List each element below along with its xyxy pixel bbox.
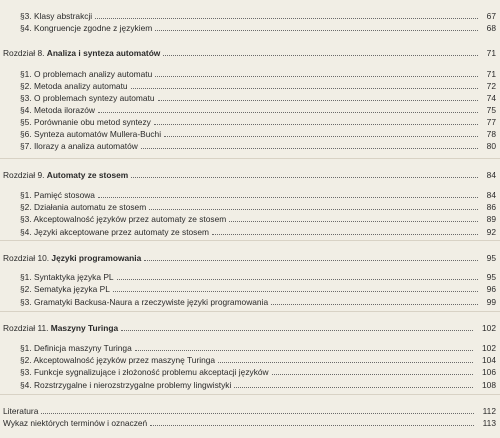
page-number: 78 (486, 129, 496, 139)
entry-label (20, 68, 154, 80)
entry-label (3, 417, 149, 429)
dot-leader (117, 279, 478, 280)
dot-leader (113, 291, 478, 292)
divider (0, 394, 500, 395)
entry-title: Definicja maszyny Turinga (33, 343, 132, 353)
dot-leader (212, 234, 478, 235)
dot-leader (218, 362, 473, 363)
entry-label (20, 342, 134, 354)
entry-title: Funkcje sygnalizujące i złożoność problemu akceptacji języków (33, 367, 269, 377)
entry-title: Synteza automatów Mullera-Buchi (33, 129, 162, 139)
entry-number: §2. (20, 202, 32, 212)
dot-leader (121, 330, 473, 331)
chapter-row (3, 169, 496, 181)
section-row (20, 92, 496, 104)
page-number: 74 (486, 93, 496, 103)
entry-number: §3. (20, 297, 32, 307)
entry-number: §1. (20, 190, 32, 200)
section-row (20, 80, 496, 92)
entry-number: §3. (20, 93, 32, 103)
entry-label (20, 22, 154, 34)
entry-title: Gramatyki Backusa-Naura a rzeczywiste języki programowania (33, 297, 269, 307)
page-number: 71 (486, 48, 496, 58)
page-number: 104 (482, 355, 496, 365)
chapter-row (3, 252, 496, 264)
entry-title: Automaty ze stosem (46, 170, 129, 180)
entry-label (3, 322, 120, 334)
section-row (20, 342, 496, 354)
section-row (20, 213, 496, 225)
entry-label (20, 92, 157, 104)
entry-title: Maszyny Turinga (50, 323, 119, 333)
page-number: 89 (486, 214, 496, 224)
entry-number: Rozdział 11. (3, 323, 49, 333)
entry-number: §3. (20, 367, 32, 377)
entry-number: §6. (20, 129, 32, 139)
entry-label (3, 47, 162, 59)
entry-title: Rozstrzygalne i nierozstrzygalne problemy lingwistyki (33, 380, 232, 390)
entry-number: §7. (20, 141, 32, 151)
entry-label (20, 80, 130, 92)
entry-label (3, 405, 40, 417)
page-number: 113 (482, 418, 496, 428)
entry-title: Literatura (3, 406, 39, 416)
entry-title: O problemach analizy automatu (33, 69, 153, 79)
entry-label (20, 296, 270, 308)
entry-number: §1. (20, 272, 32, 282)
page-number: 71 (486, 69, 496, 79)
dot-leader (131, 88, 478, 89)
page-number: 95 (486, 272, 496, 282)
dot-leader (158, 100, 478, 101)
section-row (20, 68, 496, 80)
entry-title: Języki programowania (51, 253, 142, 263)
section-row (20, 283, 496, 295)
page-number: 102 (482, 323, 496, 333)
entry-number: Rozdział 10. (3, 253, 50, 263)
entry-label (3, 169, 130, 181)
entry-number: §2. (20, 284, 32, 294)
entry-title: Metoda ilorazów (33, 105, 95, 115)
section-row (20, 116, 496, 128)
entry-number: Rozdział 8. (3, 48, 45, 58)
entry-title: Analiza i synteza automatów (46, 48, 161, 58)
dot-leader (149, 209, 478, 210)
page-number: 96 (486, 284, 496, 294)
page-number: 95 (486, 253, 496, 263)
page-number: 99 (486, 297, 496, 307)
dot-leader (141, 148, 478, 149)
section-row (20, 104, 496, 116)
entry-number: §3. (20, 214, 32, 224)
page-number: 102 (482, 343, 496, 353)
dot-leader (131, 177, 477, 178)
entry-number: §2. (20, 355, 32, 365)
entry-label (20, 104, 97, 116)
entry-label (20, 201, 148, 213)
dot-leader (271, 304, 478, 305)
page-number: 84 (486, 190, 496, 200)
divider (0, 311, 500, 312)
entry-label (20, 379, 233, 391)
dot-leader (95, 18, 478, 19)
entry-label (20, 10, 94, 22)
divider (0, 240, 500, 241)
dot-leader (163, 55, 477, 56)
entry-title: Akceptowalność języków przez maszynę Turinga (33, 355, 216, 365)
section-row (20, 201, 496, 213)
entry-title: Porównanie obu metod syntezy (33, 117, 151, 127)
dot-leader (155, 76, 477, 77)
section-row (20, 140, 496, 152)
page-number: 72 (486, 81, 496, 91)
dot-leader (150, 425, 473, 426)
entry-label (20, 271, 116, 283)
section-row (20, 354, 496, 366)
entry-title: Klasy abstrakcji (33, 11, 93, 21)
entry-label (20, 283, 112, 295)
dot-leader (98, 197, 478, 198)
entry-title: O problemach syntezy automatu (33, 93, 155, 103)
dot-leader (164, 136, 478, 137)
page-number: 92 (486, 227, 496, 237)
entry-number: §2. (20, 81, 32, 91)
dot-leader (154, 124, 478, 125)
section-row (20, 128, 496, 140)
entry-title: Akceptowalność języków przez automaty ze stosem (33, 214, 227, 224)
entry-label (3, 252, 143, 264)
entry-title: Ilorazy a analiza automatów (33, 141, 138, 151)
dot-leader (41, 413, 473, 414)
divider (0, 158, 500, 159)
page-number: 68 (486, 23, 496, 33)
entry-number: §3. (20, 11, 32, 21)
section-row (20, 189, 496, 201)
entry-label (20, 366, 271, 378)
entry-number: §4. (20, 380, 32, 390)
entry-label (20, 116, 153, 128)
entry-title: Pamięć stosowa (33, 190, 95, 200)
dot-leader (155, 30, 477, 31)
section-row (20, 366, 496, 378)
section-row (20, 22, 496, 34)
entry-label (20, 128, 163, 140)
page-number: 67 (486, 11, 496, 21)
page-number: 106 (482, 367, 496, 377)
entry-title: Języki akceptowane przez automaty ze stosem (33, 227, 210, 237)
page-number: 108 (482, 380, 496, 390)
entry-number: §5. (20, 117, 32, 127)
section-row (20, 226, 496, 238)
entry-number: §1. (20, 69, 32, 79)
entry-label (20, 226, 211, 238)
entry-label (20, 189, 97, 201)
entry-number: §1. (20, 343, 32, 353)
entry-label (20, 354, 217, 366)
page-number: 84 (486, 170, 496, 180)
section-row (20, 271, 496, 283)
dot-leader (144, 260, 477, 261)
entry-title: Wykaz niektórych terminów i oznaczeń (3, 418, 148, 428)
dot-leader (229, 221, 477, 222)
page-number: 86 (486, 202, 496, 212)
entry-title: Sematyka języka PL (33, 284, 110, 294)
page-number: 112 (482, 406, 496, 416)
entry-label (20, 140, 140, 152)
section-row (20, 10, 496, 22)
entry-number: §4. (20, 23, 32, 33)
backmatter-row (3, 417, 496, 429)
page-number: 80 (486, 141, 496, 151)
entry-number: Rozdział 9. (3, 170, 45, 180)
entry-title: Metoda analizy automatu (33, 81, 128, 91)
chapter-row (3, 47, 496, 59)
page-number: 75 (486, 105, 496, 115)
entry-number: §4. (20, 227, 32, 237)
entry-title: Kongruencje zgodne z językiem (33, 23, 153, 33)
entry-title: Syntaktyka języka PL (33, 272, 114, 282)
section-row (20, 296, 496, 308)
dot-leader (135, 350, 473, 351)
dot-leader (272, 374, 473, 375)
entry-number: §4. (20, 105, 32, 115)
entry-title: Działania automatu ze stosem (33, 202, 147, 212)
dot-leader (98, 112, 478, 113)
chapter-row (3, 322, 496, 334)
entry-label (20, 213, 228, 225)
backmatter-row (3, 405, 496, 417)
dot-leader (234, 387, 473, 388)
page-number: 77 (486, 117, 496, 127)
section-row (20, 379, 496, 391)
